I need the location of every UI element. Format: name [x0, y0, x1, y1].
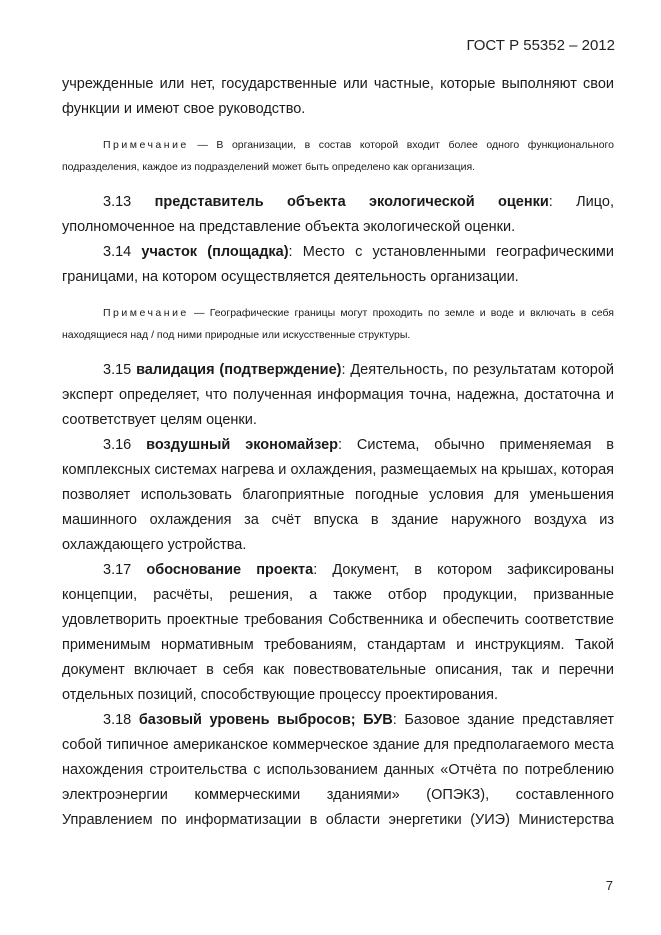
note-label: Примечание — [103, 307, 189, 319]
clause-number: 3.17 — [103, 562, 147, 578]
note-text: — В организации, в состав которой входит более одного функционального подразделения, каждое из подразделений может быть определено как организация. — [62, 139, 614, 173]
definition-3-17 — [62, 558, 614, 708]
note-2 — [62, 302, 614, 346]
definition-text: : Деятельность, по результатам которой эксперт определяет, что полученная информация точна, надежна, достаточна и соответствует целям оценки. — [62, 362, 615, 428]
definition-3-18 — [62, 708, 614, 833]
document-body — [62, 72, 614, 833]
page-number: 7 — [605, 878, 613, 893]
clause-number: 3.16 — [103, 437, 147, 453]
definition-3-16 — [62, 433, 614, 558]
definition-text: : Место с установленными географическими границами, на котором осуществляется деятельность организации. — [62, 244, 614, 285]
term: валидация (подтверждение) — [136, 362, 342, 378]
note-label: Примечание — [103, 139, 189, 151]
definition-3-13 — [62, 190, 614, 240]
clause-number: 3.15 — [103, 362, 137, 378]
note-text: — Географические границы могут проходить по земле и воде и включать в себя находящиеся над / под ними природные или искусственные структуры. — [62, 307, 614, 341]
note-1 — [62, 134, 614, 178]
definition-text: : Документ, в котором зафиксированы концепции, расчёты, решения, а также отбор продукции, призванные удовлетворить проектные требования Собственника и обеспечить соответствие применимым нормативным требованиям, стандартам и инструкциям. Такой документ включает в себя как повествовательные описания, так и перечни отдельных позиций, способствующие процессу проектирования. — [62, 562, 614, 703]
definition-3-14 — [62, 240, 614, 290]
definition-text: : Лицо, уполномоченное на представление объекта экологической оценки. — [62, 194, 614, 235]
definition-3-15 — [62, 358, 614, 433]
clause-number: 3.13 — [103, 194, 155, 210]
intro-paragraph: учрежденные или нет, государственные или частные, которые выполняют свои функции и имеют свое руководство. — [62, 76, 614, 117]
definition-text: : Базовое здание представляет собой типичное американское коммерческое здание для предполагаемого места нахождения строительства с использованием данных «Отчёта по потреблению электроэнергии коммерческими зданиями» (ОПЭКЗ), составленного Управлением по информатизации в области энергетики (УИЭ) Министерства — [62, 712, 614, 828]
term: участок (площадка) — [141, 244, 289, 260]
definition-text: : Система, обычно применяемая в комплексных системах нагрева и охлаждения, размещаемых на крышах, которая позволяет использовать благоприятные погодные условия для уменьшения машинного охлаждения за счёт впуска в здание наружного воздуха из охлаждающего устройства. — [62, 437, 615, 553]
term: обоснование проекта — [146, 562, 314, 578]
clause-number: 3.14 — [103, 244, 142, 260]
clause-number: 3.18 — [103, 712, 139, 728]
term: представитель объекта экологической оценки — [154, 194, 549, 210]
term: воздушный экономайзер — [146, 437, 339, 453]
page-header: ГОСТ Р 55352 – 2012 — [466, 37, 615, 54]
term: базовый уровень выбросов; БУВ — [138, 712, 393, 728]
